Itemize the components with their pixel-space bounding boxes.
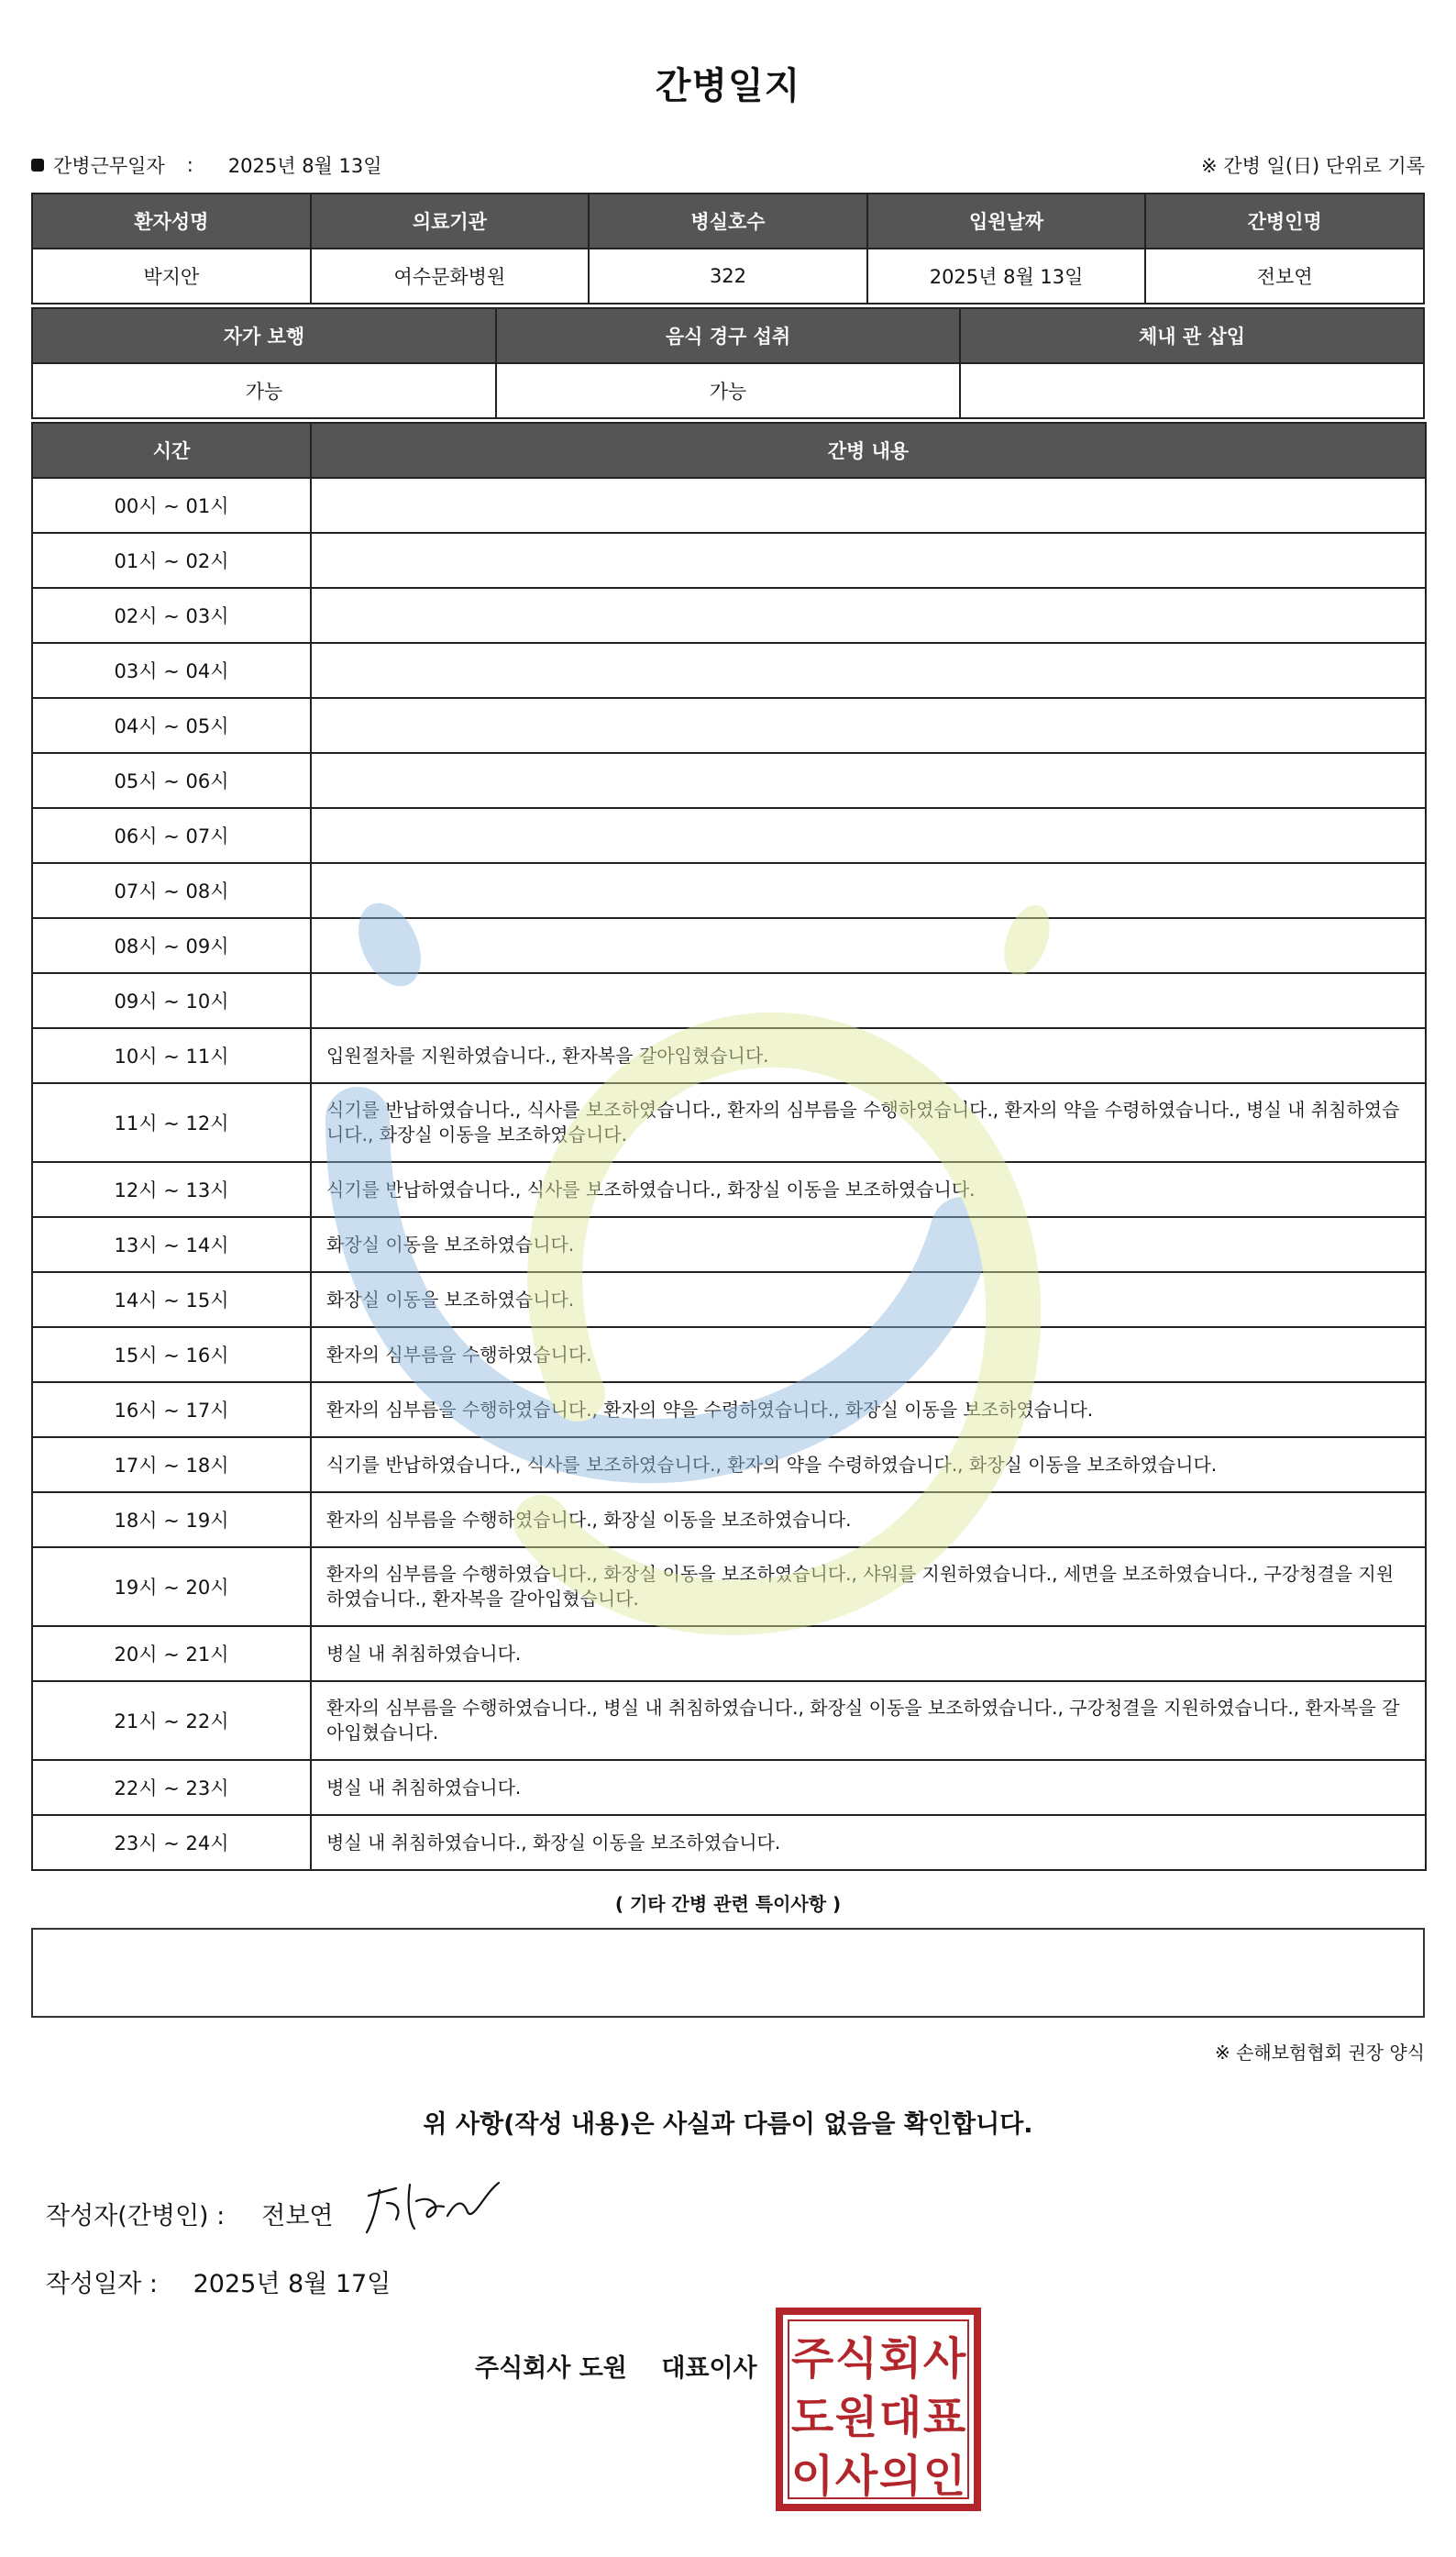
log-content	[311, 533, 1426, 588]
care-log-table	[31, 422, 1427, 1871]
written-date-value: 2025년 8월 17일	[193, 2270, 392, 2298]
admission-date: 2025년 8월 13일	[867, 249, 1146, 304]
seal-glyph: 이	[790, 2451, 834, 2502]
table-row	[32, 1815, 1426, 1870]
log-time: 22시 ~ 23시	[32, 1760, 311, 1815]
table-row	[32, 588, 1426, 643]
author-label: 작성자(간병인) :	[46, 2202, 226, 2230]
notes-box	[31, 1928, 1425, 2018]
log-time: 16시 ~ 17시	[32, 1382, 311, 1437]
patient-info-table	[31, 193, 1425, 304]
log-content: 식기를 반납하였습니다., 식사를 보조하였습니다., 환자의 심부름을 수행하였습니다., 환자의 약을 수령하였습니다., 병실 내 취침하였습니다., 화장실 이동을 보조하였습니다.	[311, 1083, 1426, 1162]
header-patient-name: 환자성명	[32, 194, 311, 249]
log-time: 11시 ~ 12시	[32, 1083, 311, 1162]
seal-glyph: 사	[834, 2451, 878, 2502]
table-row	[32, 1547, 1426, 1626]
notes-title: ( 기타 간병 관련 특이사항 )	[614, 1893, 842, 1915]
seal-glyph: 회	[878, 2333, 922, 2385]
unit-note: ※ 간병 일(日) 단위로 기록	[1201, 155, 1425, 177]
log-content	[311, 588, 1426, 643]
table-row	[32, 1028, 1426, 1083]
tube-insertion-value	[960, 363, 1424, 418]
seal-glyph: 대	[878, 2392, 922, 2443]
log-time: 21시 ~ 22시	[32, 1681, 311, 1760]
header-care-content: 간병 내용	[311, 423, 1426, 478]
author-line	[46, 2196, 334, 2231]
log-time: 05시 ~ 06시	[32, 753, 311, 808]
log-time: 19시 ~ 20시	[32, 1547, 311, 1626]
header-admission-date: 입원날짜	[867, 194, 1146, 249]
hospital-name: 여수문화병원	[311, 249, 590, 304]
seal-glyph: 주	[790, 2333, 834, 2385]
signature-icon	[359, 2175, 506, 2240]
log-content: 병실 내 취침하였습니다.	[311, 1760, 1426, 1815]
log-time: 02시 ~ 03시	[32, 588, 311, 643]
table-row	[32, 1083, 1426, 1162]
seal-glyph: 인	[922, 2451, 966, 2502]
log-time: 17시 ~ 18시	[32, 1437, 311, 1492]
log-content	[311, 478, 1426, 533]
log-content: 병실 내 취침하였습니다.	[311, 1626, 1426, 1681]
header-walking: 자가 보행	[32, 308, 496, 363]
header-hospital: 의료기관	[311, 194, 590, 249]
patient-info-value-row	[32, 249, 1424, 304]
meta-row	[31, 150, 1425, 180]
log-content: 환자의 심부름을 수행하였습니다., 화장실 이동을 보조하였습니다., 샤워를 지원하였습니다., 세면을 보조하였습니다., 구강청결을 지원하였습니다., 환자복을 갈아입혔습니다.	[311, 1547, 1426, 1626]
log-content: 환자의 심부름을 수행하였습니다., 병실 내 취침하였습니다., 화장실 이동을 보조하였습니다., 구강청결을 지원하였습니다., 환자복을 갈아입혔습니다.	[311, 1681, 1426, 1760]
log-content	[311, 808, 1426, 863]
log-content: 식기를 반납하였습니다., 식사를 보조하였습니다., 환자의 약을 수령하였습니다., 화장실 이동을 보조하였습니다.	[311, 1437, 1426, 1492]
written-date-line	[46, 2264, 391, 2299]
log-content: 병실 내 취침하였습니다., 화장실 이동을 보조하였습니다.	[311, 1815, 1426, 1870]
table-row	[32, 1492, 1426, 1547]
log-content: 화장실 이동을 보조하였습니다.	[311, 1272, 1426, 1327]
header-time: 시간	[32, 423, 311, 478]
table-row	[32, 808, 1426, 863]
table-row	[32, 1272, 1426, 1327]
log-time: 20시 ~ 21시	[32, 1626, 311, 1681]
table-row	[32, 1327, 1426, 1382]
patient-name: 박지안	[32, 249, 311, 304]
self-care-value-row	[32, 363, 1424, 418]
log-content: 화장실 이동을 보조하였습니다.	[311, 1217, 1426, 1272]
table-row	[32, 533, 1426, 588]
table-row	[32, 918, 1426, 973]
log-content: 식기를 반납하였습니다., 식사를 보조하였습니다., 화장실 이동을 보조하였습니다.	[311, 1162, 1426, 1217]
room-number: 322	[589, 249, 867, 304]
log-content	[311, 698, 1426, 753]
written-date-label: 작성일자 :	[46, 2270, 159, 2298]
self-care-header-row	[32, 308, 1424, 363]
walking-value: 가능	[32, 363, 496, 418]
table-row	[32, 643, 1426, 698]
log-time: 18시 ~ 19시	[32, 1492, 311, 1547]
log-time: 03시 ~ 04시	[32, 643, 311, 698]
log-content: 환자의 심부름을 수행하였습니다., 화장실 이동을 보조하였습니다.	[311, 1492, 1426, 1547]
table-row	[32, 1626, 1426, 1681]
table-row	[32, 1382, 1426, 1437]
log-time: 14시 ~ 15시	[32, 1272, 311, 1327]
header-tube-insertion: 체내 관 삽입	[960, 308, 1424, 363]
log-time: 07시 ~ 08시	[32, 863, 311, 918]
log-content	[311, 918, 1426, 973]
work-date	[31, 151, 382, 179]
table-row	[32, 863, 1426, 918]
seal-glyph: 의	[878, 2451, 922, 2502]
table-row	[32, 1437, 1426, 1492]
header-caregiver: 간병인명	[1145, 194, 1424, 249]
square-bullet-icon	[31, 159, 44, 172]
patient-info-header-row	[32, 194, 1424, 249]
log-time: 04시 ~ 05시	[32, 698, 311, 753]
log-content: 환자의 심부름을 수행하였습니다., 환자의 약을 수령하였습니다., 화장실 이동을 보조하였습니다.	[311, 1382, 1426, 1437]
log-time: 09시 ~ 10시	[32, 973, 311, 1028]
table-row	[32, 1681, 1426, 1760]
log-content	[311, 643, 1426, 698]
document-title: 간병일지	[655, 65, 801, 107]
seal-glyph: 도	[790, 2392, 834, 2443]
table-row	[32, 973, 1426, 1028]
log-content: 환자의 심부름을 수행하였습니다.	[311, 1327, 1426, 1382]
company-seal-icon	[776, 2308, 981, 2511]
confirmation-statement: 위 사항(작성 내용)은 사실과 다름이 없음을 확인합니다.	[423, 2110, 1033, 2139]
table-row	[32, 478, 1426, 533]
oral-intake-value: 가능	[496, 363, 960, 418]
log-time: 00시 ~ 01시	[32, 478, 311, 533]
table-row	[32, 1162, 1426, 1217]
company-name: 주식회사 도원	[475, 2354, 627, 2383]
log-time: 23시 ~ 24시	[32, 1815, 311, 1870]
table-row	[32, 753, 1426, 808]
header-oral-intake: 음식 경구 섭취	[496, 308, 960, 363]
log-time: 10시 ~ 11시	[32, 1028, 311, 1083]
table-row	[32, 698, 1426, 753]
seal-glyph: 식	[834, 2333, 878, 2385]
log-content	[311, 973, 1426, 1028]
seal-glyph: 사	[922, 2333, 966, 2385]
care-log-header-row	[32, 423, 1426, 478]
seal-glyph: 원	[834, 2392, 878, 2443]
work-date-separator: :	[186, 154, 193, 176]
log-time: 13시 ~ 14시	[32, 1217, 311, 1272]
seal-glyph: 표	[922, 2392, 966, 2443]
log-time: 08시 ~ 09시	[32, 918, 311, 973]
care-log-body	[32, 478, 1426, 1870]
self-care-table	[31, 307, 1425, 419]
log-content	[311, 863, 1426, 918]
log-time: 01시 ~ 02시	[32, 533, 311, 588]
author-name: 전보연	[261, 2202, 334, 2230]
table-row	[32, 1760, 1426, 1815]
company-line	[475, 2348, 757, 2384]
table-row	[32, 1217, 1426, 1272]
caregiver-name: 전보연	[1145, 249, 1424, 304]
work-date-label: 간병근무일자	[53, 155, 165, 177]
log-time: 12시 ~ 13시	[32, 1162, 311, 1217]
header-room: 병실호수	[589, 194, 867, 249]
ceo-title: 대표이사	[661, 2354, 757, 2383]
log-content: 입원절차를 지원하였습니다., 환자복을 갈아입혔습니다.	[311, 1028, 1426, 1083]
insurer-note: ※ 손해보험협회 권장 양식	[1214, 2042, 1425, 2064]
log-time: 15시 ~ 16시	[32, 1327, 311, 1382]
log-time: 06시 ~ 07시	[32, 808, 311, 863]
work-date-value: 2025년 8월 13일	[227, 155, 382, 177]
log-content	[311, 753, 1426, 808]
